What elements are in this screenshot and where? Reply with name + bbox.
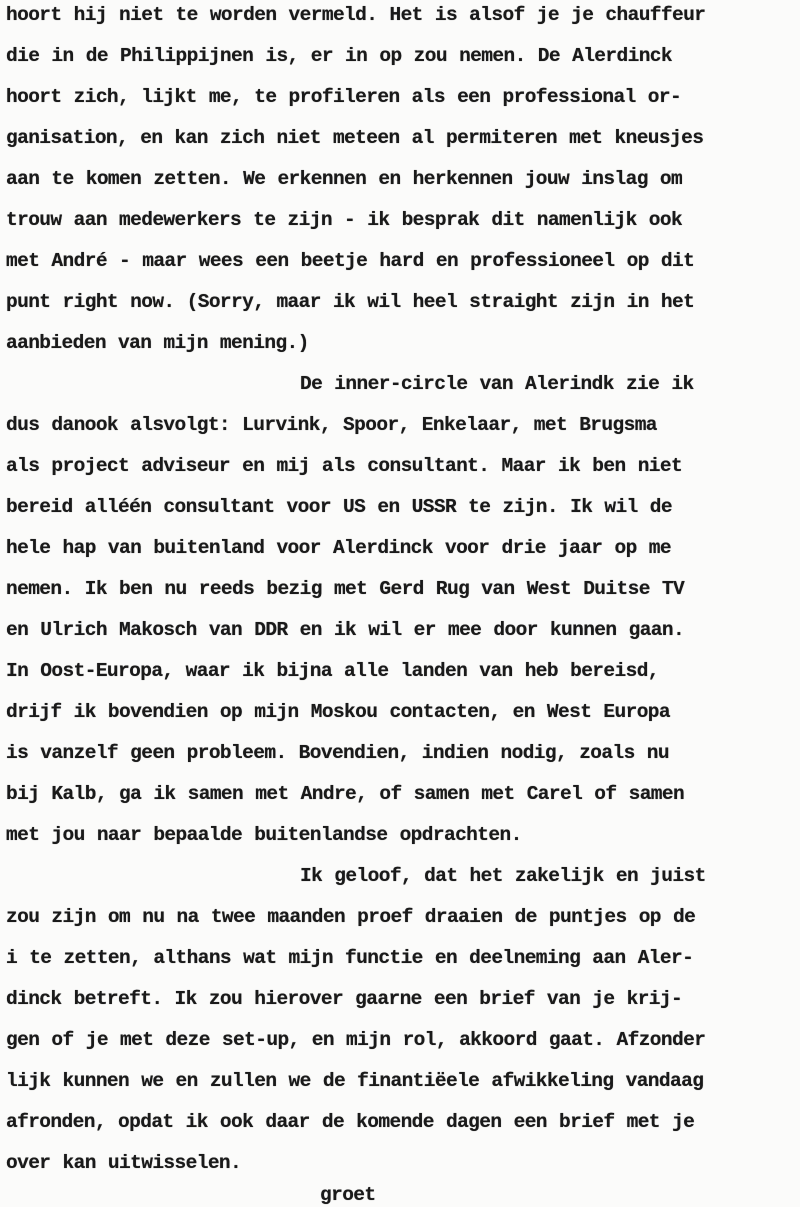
letter-line: gen of je met deze set-up, en mijn rol, akkoord gaat. Afzonder: [6, 1029, 706, 1051]
letter-line: i te zetten, althans wat mijn functie en deelneming aan Aler-: [6, 947, 694, 969]
letter-line: ganisation, en kan zich niet meteen al permiteren met kneusjes: [6, 127, 704, 149]
letter-line: dinck betreft. Ik zou hierover gaarne een brief van je krij-: [6, 988, 683, 1010]
letter-closing: groet: [320, 1184, 376, 1206]
letter-line: aanbieden van mijn mening.): [6, 332, 309, 354]
letter-line: zou zijn om nu na twee maanden proef draaien de puntjes op de: [6, 906, 696, 928]
letter-line: is vanzelf geen probleem. Bovendien, indien nodig, zoals nu: [6, 742, 670, 764]
letter-line: trouw aan medewerkers te zijn - ik besprak dit namenlijk ook: [6, 209, 683, 231]
letter-line: over kan uitwisselen.: [6, 1152, 242, 1174]
paragraph-start-line: De inner-circle van Alerindk zie ik: [300, 373, 694, 395]
letter-line: met André - maar wees een beetje hard en professioneel op dit: [6, 250, 695, 272]
letter-line: dus danook alsvolgt: Lurvink, Spoor, Enkelaar, met Brugsma: [6, 414, 657, 436]
paragraph-start-line: Ik geloof, dat het zakelijk en juist: [300, 865, 706, 887]
letter-line: bereid alléén consultant voor US en USSR te zijn. Ik wil de: [6, 496, 673, 518]
letter-line: bij Kalb, ga ik samen met Andre, of samen met Carel of samen: [6, 783, 685, 805]
letter-line: lijk kunnen we en zullen we de finantiëele afwikkeling vandaag: [6, 1070, 704, 1092]
letter-line: hoort zich, lijkt me, te profileren als een professional or-: [6, 86, 682, 108]
letter-line: afronden, opdat ik ook daar de komende dagen een brief met je: [6, 1111, 695, 1133]
letter-line: hele hap van buitenland voor Alerdinck voor drie jaar op me: [6, 537, 672, 559]
letter-line: aan te komen zetten. We erkennen en herkennen jouw inslag om: [6, 168, 683, 190]
letter-line: punt right now. (Sorry, maar ik wil heel straight zijn in het: [6, 291, 695, 313]
letter-line: In Oost-Europa, waar ik bijna alle landen van heb bereisd,: [6, 660, 659, 682]
letter-line: nemen. Ik ben nu reeds bezig met Gerd Rug van West Duitse TV: [6, 578, 685, 600]
letter-line: als project adviseur en mij als consultant. Maar ik ben niet: [6, 455, 683, 477]
letter-line: met jou naar bepaalde buitenlandse opdrachten.: [6, 824, 522, 846]
letter-line: en Ulrich Makosch van DDR en ik wil er mee door kunnen gaan.: [6, 619, 685, 641]
letter-line: drijf ik bovendien op mijn Moskou contacten, en West Europa: [6, 701, 671, 723]
letter-line: hoort hij niet te worden vermeld. Het is alsof je je chauffeur: [6, 4, 706, 26]
letter-line: die in de Philippijnen is, er in op zou nemen. De Alerdinck: [6, 45, 673, 67]
